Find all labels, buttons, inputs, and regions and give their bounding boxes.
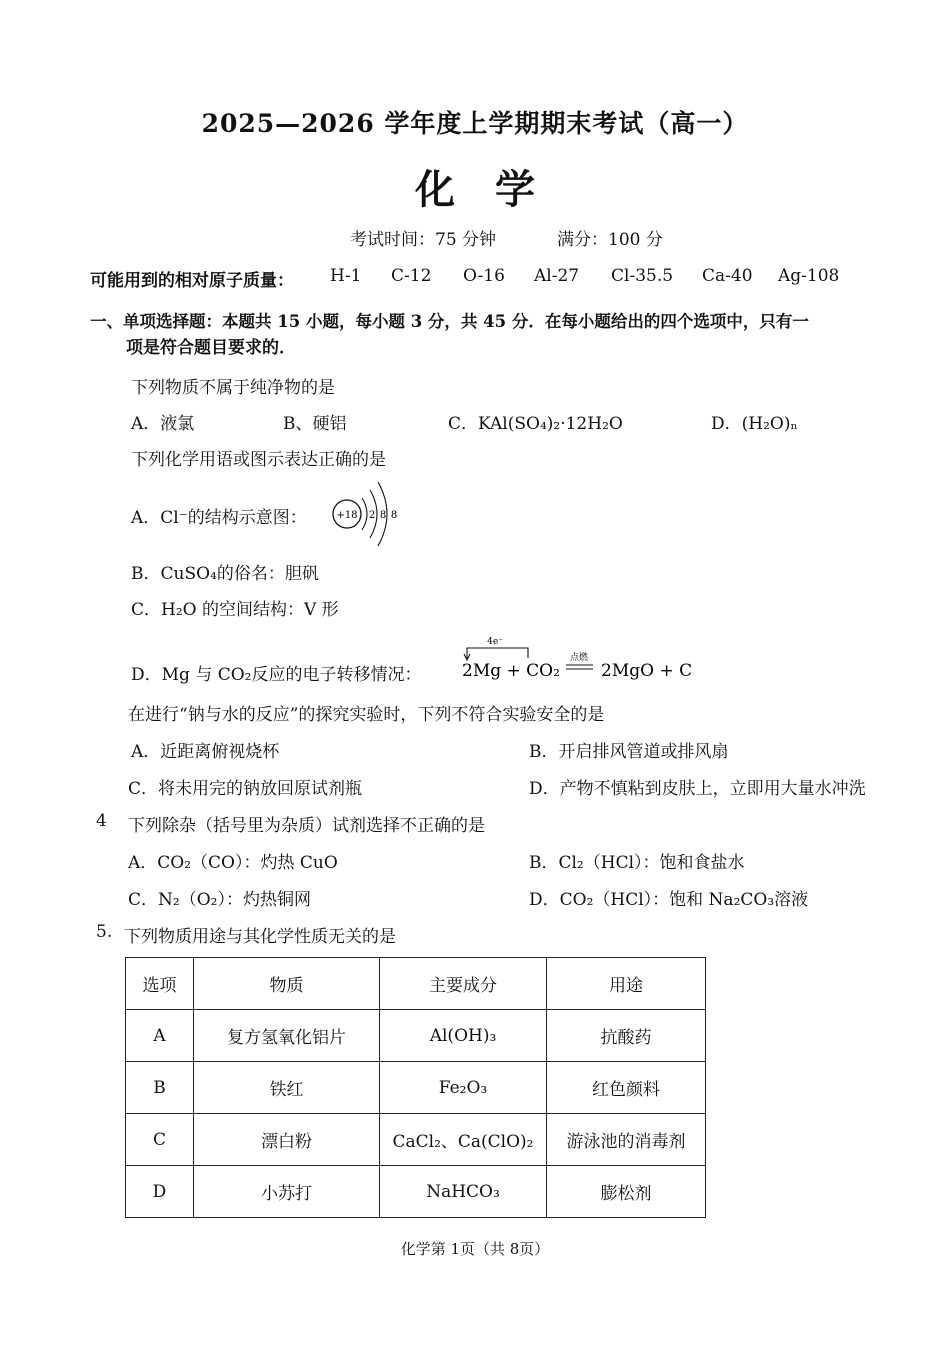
header-cell-use: 用途 xyxy=(547,958,706,1010)
table-cell: A xyxy=(126,1010,194,1062)
q3-option-a: A．近距离俯视烧杯 xyxy=(131,742,280,762)
q4-option-d: D．CO₂（HCl）：饱和 Na₂CO₃溶液 xyxy=(529,890,809,910)
q1-option-c: C．KAl(SO₄)₂·12H₂O xyxy=(448,414,623,434)
table-cell: CaCl₂、Ca(ClO)₂ xyxy=(380,1114,547,1166)
table-cell: D xyxy=(126,1166,194,1218)
q5-stem: 下列物质用途与其化学性质无关的是 xyxy=(124,927,396,947)
nucleus-charge: +18 xyxy=(336,510,358,521)
table-cell: C xyxy=(126,1114,194,1166)
table-cell: 小苏打 xyxy=(194,1166,380,1218)
exam-time: 考试时间：75 分钟 xyxy=(350,230,497,250)
q1-option-a: A．液氯 xyxy=(131,414,195,434)
q1-option-b: B、硬铝 xyxy=(283,414,347,434)
table-cell: Al(OH)₃ xyxy=(380,1010,547,1062)
table-row xyxy=(126,1166,706,1218)
table-cell: 铁红 xyxy=(194,1062,380,1114)
table-cell: 膨松剂 xyxy=(547,1166,706,1218)
table-cell: Fe₂O₃ xyxy=(380,1062,547,1114)
atomic-mass-c: C-12 xyxy=(391,266,432,286)
atomic-mass-h: H-1 xyxy=(330,266,362,286)
chloride-ion-structure-diagram xyxy=(326,478,406,550)
table-row xyxy=(126,1010,706,1062)
table-cell: 抗酸药 xyxy=(547,1010,706,1062)
q2-option-b: B．CuSO₄的俗名：胆矾 xyxy=(131,564,319,584)
q1-stem: 下列物质不属于纯净物的是 xyxy=(131,378,335,398)
shell-2-electrons: 8 xyxy=(379,510,387,521)
atomic-mass-ca: Ca-40 xyxy=(702,266,753,286)
atomic-mass-label: 可能用到的相对原子质量： xyxy=(90,271,294,291)
q3-option-c: C．将未用完的钠放回原试剂瓶 xyxy=(128,779,363,799)
q4-stem: 下列除杂（括号里为杂质）试剂选择不正确的是 xyxy=(128,816,485,836)
full-score: 满分：100 分 xyxy=(557,230,663,250)
page-footer: 化学第 1页（共 8页） xyxy=(400,1240,550,1258)
table-row xyxy=(126,1114,706,1166)
q3-option-d: D．产物不慎粘到皮肤上，立即用大量水冲洗 xyxy=(529,779,866,799)
atomic-mass-o: O-16 xyxy=(463,266,505,286)
exam-title: 2025—2026 学年度上学期期末考试（高一） xyxy=(201,109,749,138)
q4-option-c: C．N₂（O₂）：灼热铜网 xyxy=(128,890,311,910)
table-header-row xyxy=(126,958,706,1010)
table-row xyxy=(126,1062,706,1114)
equation-reactants: 2Mg + CO₂ xyxy=(462,661,560,681)
electron-transfer-equation xyxy=(460,632,700,682)
shell-3-electrons: 8 xyxy=(390,510,398,521)
q3-stem: 在进行“钠与水的反应”的探究实验时，下列不符合实验安全的是 xyxy=(128,705,605,725)
reaction-condition: 点燃 xyxy=(569,653,589,663)
header-cell-option: 选项 xyxy=(126,958,194,1010)
q4-option-b: B．Cl₂（HCl）：饱和食盐水 xyxy=(529,853,745,873)
table-cell: 漂白粉 xyxy=(194,1114,380,1166)
header-cell-component: 主要成分 xyxy=(380,958,547,1010)
table-cell: NaHCO₃ xyxy=(380,1166,547,1218)
q3-option-b: B．开启排风管道或排风扇 xyxy=(529,742,729,762)
q4-number: 4 xyxy=(96,811,107,831)
q5-table xyxy=(125,957,706,1218)
table-cell: 游泳池的消毒剂 xyxy=(547,1114,706,1166)
q2-option-c: C．H₂O 的空间结构：V 形 xyxy=(131,600,339,620)
atomic-mass-al: Al-27 xyxy=(534,266,580,286)
q2-stem: 下列化学用语或图示表达正确的是 xyxy=(131,450,386,470)
table-cell: B xyxy=(126,1062,194,1114)
q4-option-a: A．CO₂（CO）：灼热 CuO xyxy=(128,853,338,873)
atomic-mass-cl: Cl-35.5 xyxy=(611,266,674,286)
shell-1-electrons: 2 xyxy=(368,510,376,521)
electron-transfer-count: 4e⁻ xyxy=(487,637,503,647)
subject-title: 化学 xyxy=(415,166,575,213)
section1-heading-line2: 项是符合题目要求的． xyxy=(126,338,296,358)
table-cell: 红色颜料 xyxy=(547,1062,706,1114)
q2-option-a: A．Cl⁻的结构示意图： xyxy=(131,508,307,528)
atomic-mass-ag: Ag-108 xyxy=(778,266,840,286)
table-cell: 复方氢氧化铝片 xyxy=(194,1010,380,1062)
q1-option-d: D．(H₂O)ₙ xyxy=(711,414,798,434)
header-cell-substance: 物质 xyxy=(194,958,380,1010)
q2-option-d: D．Mg 与 CO₂反应的电子转移情况： xyxy=(131,665,422,685)
section1-heading-line1: 一、单项选择题：本题共 15 小题，每小题 3 分，共 45 分．在每小题给出的四个选项中，只有一 xyxy=(90,312,809,331)
q5-number: 5. xyxy=(96,922,113,942)
equation-products: 2MgO + C xyxy=(601,661,693,681)
